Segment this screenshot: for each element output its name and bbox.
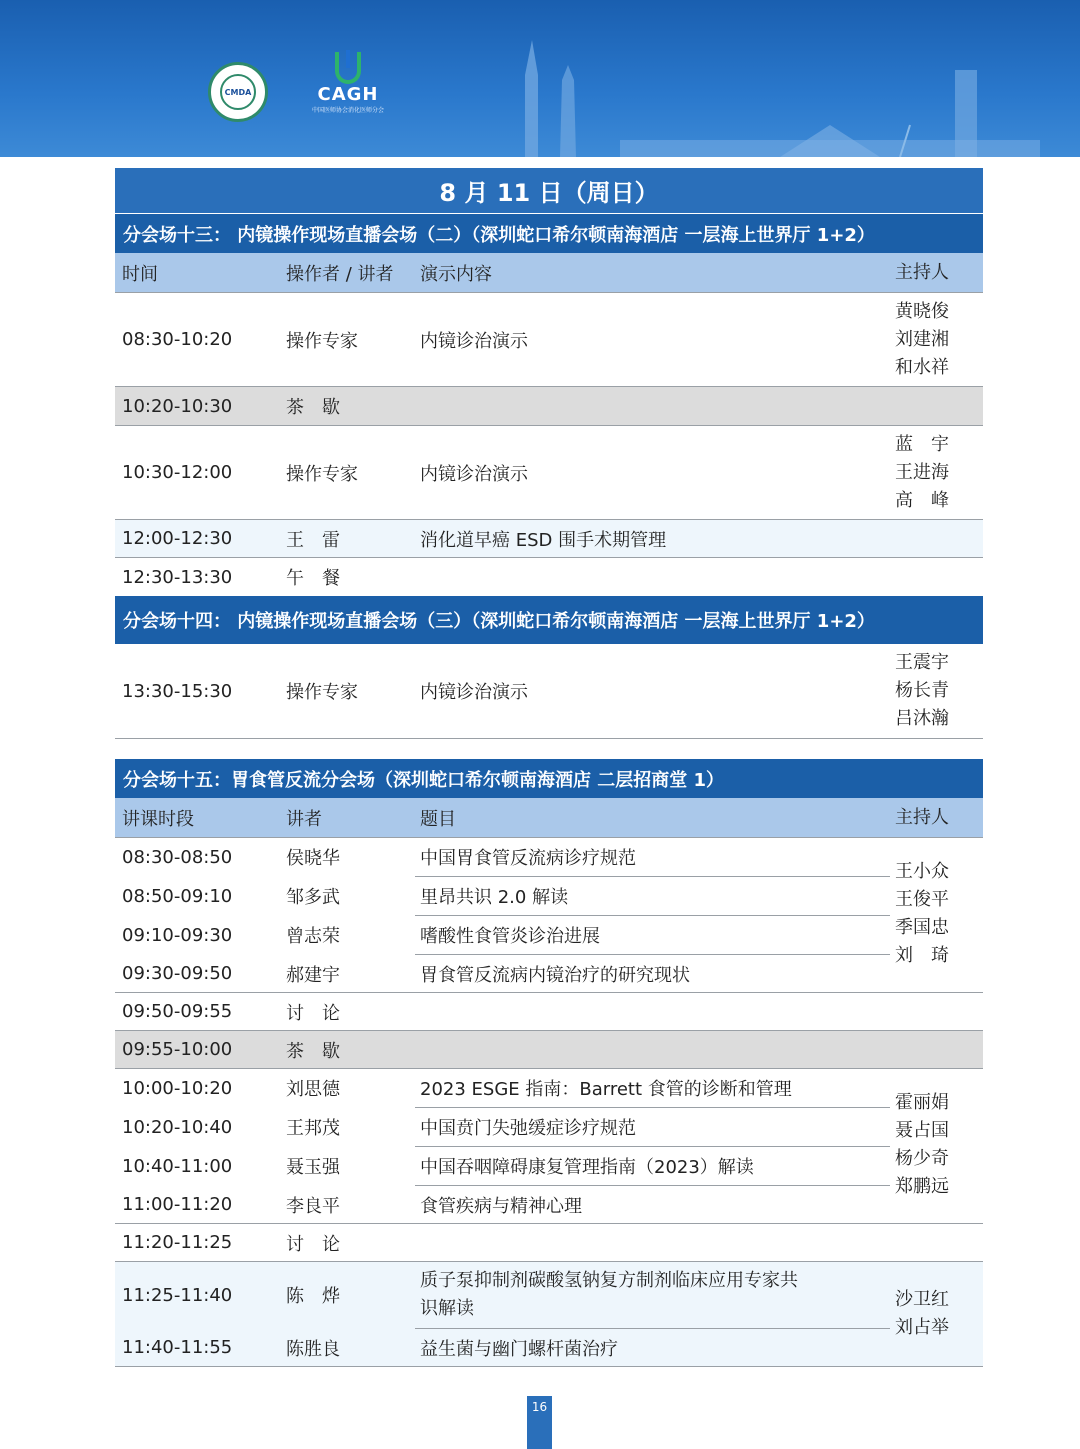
host-name: 王俊平	[895, 889, 949, 910]
row-time: 10:20-10:30	[122, 395, 233, 417]
row-speaker: 午 餐	[286, 568, 340, 589]
schedule-table	[115, 168, 983, 1367]
topic-line: 识解读	[420, 1298, 474, 1319]
host-name: 杨长青	[895, 680, 949, 701]
host-name: 聂占国	[895, 1120, 949, 1141]
table-row	[115, 426, 983, 520]
column-header-row	[115, 798, 983, 838]
date-title: 8 月 11 日（周日）	[115, 168, 983, 214]
row-group	[115, 1262, 983, 1367]
cmda-logo	[208, 62, 268, 122]
row-speaker: 操作专家	[286, 330, 358, 352]
row-time: 09:50-09:55	[122, 1001, 233, 1022]
row-speaker: 李良平	[286, 1195, 340, 1217]
col-speaker: 讲者	[286, 808, 322, 830]
row-speaker: 侯晓华	[286, 848, 340, 869]
host-name: 王小众	[895, 861, 949, 882]
row-topic: 中国胃食管反流病诊疗规范	[420, 848, 636, 869]
table-row	[115, 1262, 983, 1328]
row-speaker: 操作专家	[286, 463, 358, 485]
table-row	[115, 838, 983, 876]
row-topic: 中国贲门失弛缓症诊疗规范	[420, 1118, 636, 1139]
row-speaker: 聂玉强	[286, 1157, 340, 1178]
row-time: 08:50-09:10	[122, 885, 233, 907]
row-speaker: 茶 歇	[286, 1040, 340, 1062]
session-14-title: 分会场十四： 内镜操作现场直播会场（三）（深圳蛇口希尔顿南海酒店 一层海上世界厅 1+2）	[115, 596, 983, 644]
row-time: 10:20-10:40	[122, 1116, 233, 1138]
row-topic: 中国吞咽障碍康复管理指南（2023）解读	[420, 1157, 754, 1178]
city-skyline-image	[500, 30, 1080, 157]
row-speaker: 讨 论	[286, 1233, 340, 1255]
host-name: 刘建湘	[895, 328, 949, 350]
row-hosts	[895, 298, 949, 382]
row-speaker: 陈 烨	[286, 1286, 340, 1307]
col-topic: 题目	[420, 808, 456, 830]
row-time: 11:00-11:20	[122, 1194, 233, 1215]
row-time: 08:30-08:50	[122, 846, 233, 868]
column-header-row	[115, 253, 983, 293]
cagh-mark-icon	[335, 52, 361, 84]
row-time: 09:10-09:30	[122, 924, 233, 946]
spacer	[115, 739, 983, 759]
row-speaker: 王 雷	[286, 529, 340, 551]
row-hosts	[895, 1089, 949, 1201]
row-time: 11:25-11:40	[122, 1284, 233, 1306]
row-topic: 内镜诊治演示	[420, 330, 528, 352]
row-time: 10:30-12:00	[122, 462, 233, 483]
host-name: 黄晓俊	[895, 300, 949, 322]
row-time: 11:20-11:25	[122, 1232, 233, 1253]
table-row	[115, 1069, 983, 1107]
host-name: 沙卫红	[895, 1289, 949, 1310]
cmda-logo-text: CMDA	[220, 74, 256, 110]
row-hosts	[895, 649, 949, 733]
row-hosts	[895, 858, 949, 970]
row-speaker: 郝建宇	[286, 964, 340, 986]
col-topic: 演示内容	[420, 263, 492, 285]
row-hosts	[895, 1286, 949, 1342]
col-time: 讲课时段	[122, 808, 194, 830]
row-topic: 食管疾病与精神心理	[420, 1195, 582, 1217]
row-group	[115, 838, 983, 993]
table-row	[115, 644, 983, 739]
row-topic: 里昂共识 2.0 解读	[420, 887, 569, 908]
row-topic: 内镜诊治演示	[420, 682, 528, 703]
host-name: 刘 琦	[895, 945, 949, 966]
host-name: 王震宇	[895, 652, 949, 673]
host-name: 高 峰	[895, 489, 949, 511]
host-name: 郑鹏远	[895, 1176, 949, 1197]
row-topic: 内镜诊治演示	[420, 463, 528, 485]
row-time: 11:40-11:55	[122, 1337, 233, 1358]
row-time: 08:30-10:20	[122, 329, 233, 350]
host-name: 杨少奇	[895, 1148, 949, 1169]
row-time: 12:30-13:30	[122, 566, 233, 588]
row-time: 09:55-10:00	[122, 1039, 233, 1060]
table-row	[115, 993, 983, 1031]
row-speaker: 王邦茂	[286, 1118, 340, 1139]
table-row	[115, 916, 983, 954]
row-speaker: 邹多武	[286, 887, 340, 908]
row-time: 13:30-15:30	[122, 680, 233, 702]
row-group	[115, 1069, 983, 1224]
row-speaker: 曾志荣	[286, 926, 340, 947]
host-name: 王进海	[895, 461, 949, 483]
host-name: 刘占举	[895, 1317, 949, 1338]
row-topic: 嗜酸性食管炎诊治进展	[420, 926, 600, 947]
table-row	[115, 1031, 983, 1069]
row-speaker: 操作专家	[286, 682, 358, 703]
cagh-logo-subtitle: 中国医师协会消化医师分会	[311, 107, 384, 114]
row-speaker: 刘思德	[286, 1079, 340, 1100]
table-row	[115, 293, 983, 387]
col-speaker: 操作者 / 讲者	[286, 263, 394, 285]
row-speaker: 讨 论	[286, 1002, 340, 1024]
row-hosts	[895, 431, 949, 515]
session-13-title: 分会场十三： 内镜操作现场直播会场（二）（深圳蛇口希尔顿南海酒店 一层海上世界厅 1+2）	[115, 214, 983, 253]
row-topic: 消化道早癌 ESD 围手术期管理	[420, 529, 667, 551]
row-time: 09:30-09:50	[122, 963, 233, 984]
page-number: 16	[527, 1396, 552, 1449]
table-row	[115, 1329, 983, 1367]
host-name: 霍丽娟	[895, 1092, 949, 1113]
col-host: 主持人	[895, 806, 949, 828]
row-topic: 2023 ESGE 指南：Barrett 食管的诊断和管理	[420, 1079, 792, 1100]
col-host: 主持人	[895, 261, 949, 283]
table-row	[115, 1147, 983, 1185]
topic-line: 质子泵抑制剂碳酸氢钠复方制剂临床应用专家共	[420, 1270, 798, 1291]
row-topic: 胃食管反流病内镜治疗的研究现状	[420, 964, 690, 986]
row-speaker: 陈胜良	[286, 1338, 340, 1360]
session-15-title: 分会场十五：胃食管反流分会场（深圳蛇口希尔顿南海酒店 二层招商堂 1）	[115, 759, 983, 798]
host-name: 蓝 宇	[895, 433, 949, 455]
table-row	[115, 1224, 983, 1262]
table-row	[115, 387, 983, 426]
table-row	[115, 520, 983, 558]
cagh-logo	[305, 52, 391, 126]
row-topic: 益生菌与幽门螺杆菌治疗	[420, 1338, 618, 1360]
row-time: 12:00-12:30	[122, 528, 233, 549]
table-row	[115, 877, 983, 915]
host-name: 季国忠	[895, 917, 949, 938]
table-row	[115, 1186, 983, 1224]
cagh-logo-text: CAGH	[317, 84, 379, 105]
table-row	[115, 1108, 983, 1146]
host-name: 吕沐瀚	[895, 708, 949, 729]
table-row	[115, 558, 983, 596]
col-time: 时间	[122, 263, 158, 285]
row-time: 10:00-10:20	[122, 1077, 233, 1099]
host-name: 和水祥	[895, 356, 949, 378]
row-speaker: 茶 歇	[286, 397, 340, 418]
row-time: 10:40-11:00	[122, 1155, 233, 1177]
header-banner	[0, 0, 1080, 157]
row-topic	[420, 1267, 798, 1323]
table-row	[115, 955, 983, 993]
